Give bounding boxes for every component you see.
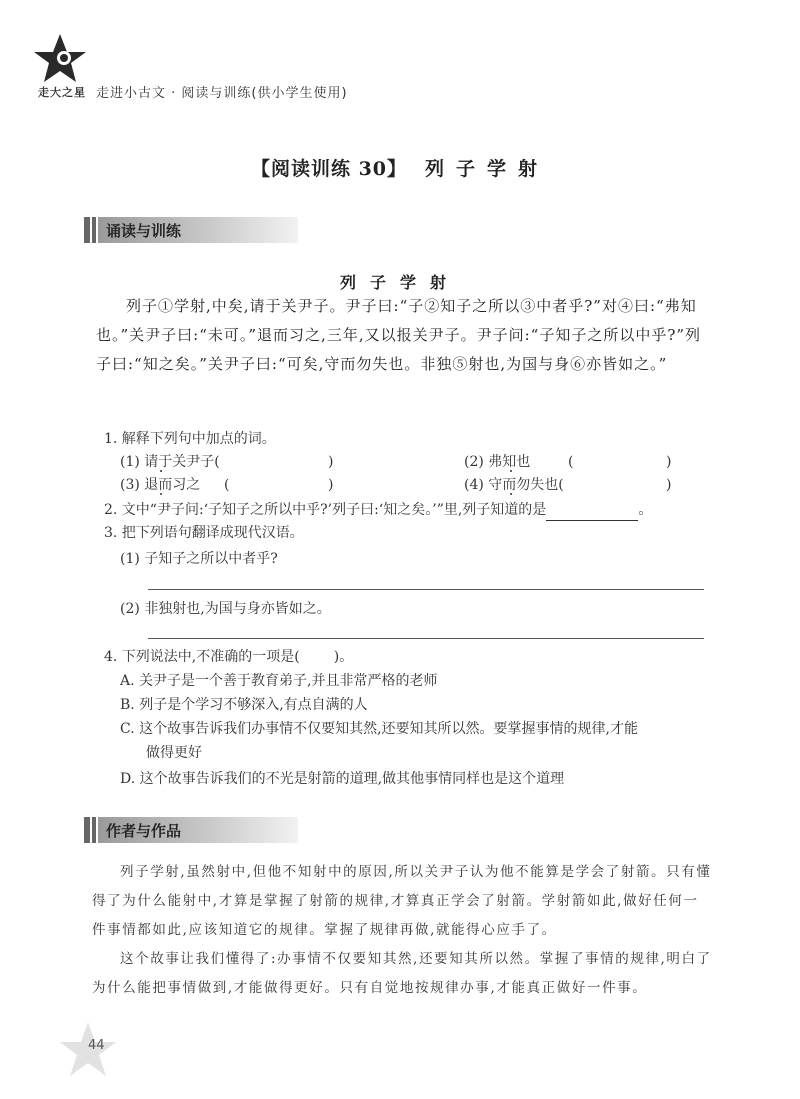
emphasis-dot — [160, 493, 162, 495]
star-logo-icon — [28, 30, 92, 88]
author-paragraph-2 — [92, 945, 712, 1003]
author-text-2: 这个故事让我们懂得了:办事情不仅要知其然,还要知其所以然。掌握了事情的规律,明白了为什么能把事情做到,才能做得更好。只有自觉地按规律办事,才能真正做好一件事。 — [92, 951, 712, 996]
question-2-end: 。 — [638, 502, 653, 518]
section-label: 诵读与训练 — [106, 222, 182, 240]
q3-item-1: (1) 子知子之所以中者乎? — [120, 551, 278, 567]
q1-item-2-open: ( — [568, 454, 574, 470]
author-text-1: 列子学射,虽然射中,但他不知射中的原因,所以关尹子认为他不能算是学会了射箭。只有懂得了为什么能射中,才算是掌握了射箭的规律,才算真正学会了射箭。学射箭如此,做好任何一件事情都如此,应该知道它的规律。掌握了规律再做,就能得心应手了。 — [92, 864, 712, 938]
q1-item-3: (3) 退而习之 — [120, 477, 201, 493]
q4-option-d[interactable]: D. 这个故事告诉我们的不光是射箭的道理,做其他事情同样也是这个道理 — [120, 771, 565, 787]
question-4-text: 4. 下列说法中,不准确的一项是( — [104, 649, 300, 665]
emphasis-dot — [510, 493, 512, 495]
answer-blank[interactable] — [546, 506, 638, 521]
logo-text: 走大之星 — [38, 86, 86, 99]
question-2-text: 2. 文中“尹子问:‘子知子之所以中乎?’列子曰:‘知之矣。’”里,列子知道的是 — [104, 502, 547, 518]
page-number: 44 — [88, 1038, 105, 1053]
q1-item-2-close: ) — [666, 454, 672, 470]
question-2 — [104, 499, 652, 521]
answer-line[interactable] — [148, 589, 704, 590]
q4-option-c-cont: 做得更好 — [146, 745, 202, 761]
q1-item-3-close: ) — [328, 477, 334, 493]
q1-item-3-open: ( — [224, 477, 230, 493]
author-paragraph-1 — [92, 858, 712, 945]
poem-body: 列子①学射,中矣,请于关尹子。尹子曰:“子②知子之所以③中者乎?”对④曰:“弗知也。”关尹子曰:“未可。”退而习之,三年,又以报关尹子。尹子问:“子知子之所以中乎?”列子曰:“知之矣。”关尹子曰:“可矣,守而勿失也。非独⑤射也,为国与身⑥亦皆如之。” — [96, 297, 702, 373]
question-4-end: )。 — [333, 649, 354, 665]
question-3: 3. 把下列语句翻译成现代汉语。 — [104, 525, 304, 541]
series-title: 走进小古文 · 阅读与训练(供小学生使用) — [96, 86, 348, 101]
logo — [28, 30, 92, 88]
q4-option-b[interactable]: B. 列子是个学习不够深入,有点自满的人 — [120, 697, 368, 713]
section-label: 作者与作品 — [106, 822, 182, 840]
emphasis-dot — [510, 470, 512, 472]
question-1: 1. 解释下列句中加点的词。 — [104, 431, 276, 447]
q1-item-1-close: ) — [328, 454, 334, 470]
question-4 — [104, 646, 353, 668]
page-title — [0, 154, 800, 181]
q3-item-2: (2) 非独射也,为国与身亦皆如之。 — [120, 601, 331, 617]
q4-option-a[interactable]: A. 关尹子是一个善于教育弟子,并且非常严格的老师 — [120, 673, 438, 689]
title-name: 列子学射 — [425, 158, 550, 180]
q1-item-4-close: ) — [666, 477, 672, 493]
title-prefix: 【阅读训练 30】 — [250, 158, 408, 180]
section-heading-reading — [84, 217, 300, 243]
section-heading-author — [84, 817, 300, 843]
poem-text — [96, 292, 716, 379]
q1-item-4: (4) 守而勿失也( — [464, 477, 564, 493]
q1-item-2: (2) 弗知也 — [464, 454, 531, 470]
poem-title: 列子学射 — [339, 273, 460, 292]
q4-option-c[interactable]: C. 这个故事告诉我们办事情不仅要知其然,还要知其所以然。要掌握事情的规律,才能 — [120, 721, 639, 737]
answer-line[interactable] — [148, 638, 704, 639]
emphasis-dot — [160, 470, 162, 472]
q1-item-1: (1) 请于关尹子( — [120, 454, 220, 470]
